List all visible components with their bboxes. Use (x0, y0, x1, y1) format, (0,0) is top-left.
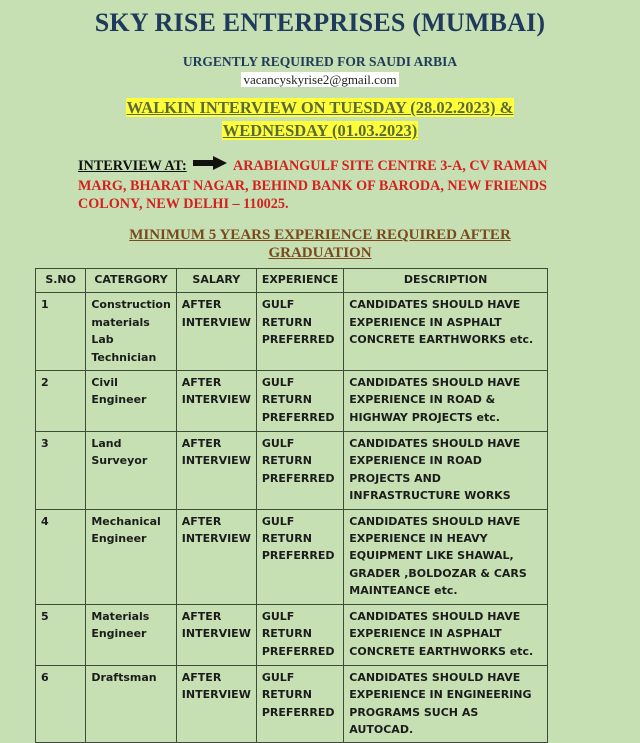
cell-salary: AFTER INTERVIEW (176, 293, 256, 371)
venue-address: ARABIANGULF SITE CENTRE 3-A, CV RAMAN MARG, BHARAT NAGAR, BEHIND BANK OF BARODA, NEW FRIENDS COLONY, NEW DELHI – 110025. (78, 157, 548, 212)
table-row (36, 604, 548, 665)
cell-description: CANDIDATES SHOULD HAVE EXPERIENCE IN HEAVY EQUIPMENT LIKE SHAWAL, GRADER ,BOLDOZAR & CARS MAINTEANCE etc. (344, 509, 548, 604)
job-table (35, 268, 548, 743)
email-container (0, 71, 640, 89)
requirement-line-1: MINIMUM 5 YEARS EXPERIENCE REQUIRED AFTER (129, 227, 511, 243)
cell-experience: GULF RETURN PREFERRED (256, 665, 343, 743)
cell-category: Materials Engineer (86, 604, 176, 665)
header-category: CATERGORY (86, 269, 176, 293)
experience-requirement (0, 226, 640, 262)
requirement-line-2: GRADUATION (268, 245, 372, 261)
interview-venue (78, 156, 588, 213)
header-sno: S.NO (36, 269, 86, 293)
header-experience: EXPERIENCE (256, 269, 343, 293)
cell-category: Construction materials Lab Technician (86, 293, 176, 371)
cell-category: Mechanical Engineer (86, 509, 176, 604)
header-description: DESCRIPTION (344, 269, 548, 293)
cell-description: CANDIDATES SHOULD HAVE EXPERIENCE IN ROAD PROJECTS AND INFRASTRUCTURE WORKS (344, 432, 548, 510)
cell-experience: GULF RETURN PREFERRED (256, 432, 343, 510)
table-row (36, 509, 548, 604)
cell-sno: 6 (36, 665, 86, 743)
table-row (36, 432, 548, 510)
cell-salary: AFTER INTERVIEW (176, 665, 256, 743)
cell-salary: AFTER INTERVIEW (176, 604, 256, 665)
cell-category: Land Surveyor (86, 432, 176, 510)
company-title: SKY RISE ENTERPRISES (MUMBAI) (94, 8, 546, 37)
cell-sno: 2 (36, 371, 86, 432)
cell-category: Civil Engineer (86, 371, 176, 432)
email-address[interactable]: vacancyskyrise2@gmail.com (243, 72, 397, 87)
cell-description: CANDIDATES SHOULD HAVE EXPERIENCE IN ROAD & HIGHWAY PROJECTS etc. (344, 371, 548, 432)
cell-description: CANDIDATES SHOULD HAVE EXPERIENCE IN ASPHALT CONCRETE EARTHWORKS etc. (344, 293, 548, 371)
subtitle: URGENTLY REQUIRED FOR SAUDI ARBIA (182, 54, 458, 69)
cell-experience: GULF RETURN PREFERRED (256, 509, 343, 604)
table-row (36, 371, 548, 432)
right-arrow-icon (193, 156, 227, 175)
cell-description: CANDIDATES SHOULD HAVE EXPERIENCE IN ASPHALT CONCRETE EARTHWORKS etc. (344, 604, 548, 665)
header-salary: SALARY (176, 269, 256, 293)
cell-experience: GULF RETURN PREFERRED (256, 371, 343, 432)
walkin-line-2: WEDNESDAY (01.03.2023) (222, 121, 418, 140)
cell-experience: GULF RETURN PREFERRED (256, 293, 343, 371)
cell-experience: GULF RETURN PREFERRED (256, 604, 343, 665)
table-row (36, 293, 548, 371)
walkin-interview-banner (0, 96, 640, 142)
cell-sno: 4 (36, 509, 86, 604)
venue-label: INTERVIEW AT: (78, 157, 187, 174)
cell-sno: 3 (36, 432, 86, 510)
cell-sno: 5 (36, 604, 86, 665)
cell-description: CANDIDATES SHOULD HAVE EXPERIENCE IN ENGINEERING PROGRAMS SUCH AS AUTOCAD. (344, 665, 548, 743)
walkin-line-1: WALKIN INTERVIEW ON TUESDAY (28.02.2023) & (126, 98, 514, 117)
table-row (36, 665, 548, 743)
cell-sno: 1 (36, 293, 86, 371)
cell-category: Draftsman (86, 665, 176, 743)
table-header-row (36, 269, 548, 293)
cell-salary: AFTER INTERVIEW (176, 432, 256, 510)
cell-salary: AFTER INTERVIEW (176, 371, 256, 432)
cell-salary: AFTER INTERVIEW (176, 509, 256, 604)
